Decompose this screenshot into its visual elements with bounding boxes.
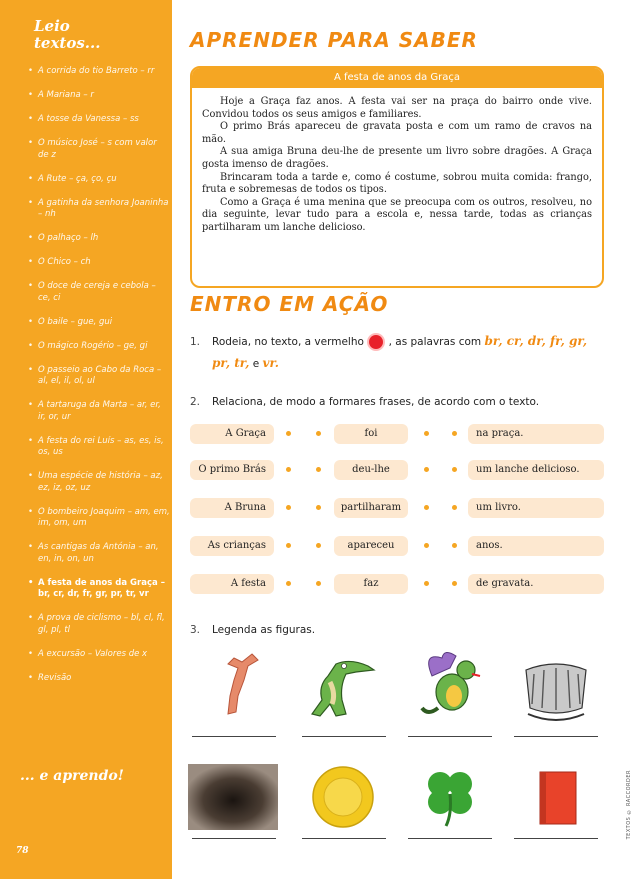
- sidebar-title: Leio textos...: [34, 17, 101, 52]
- branch-icon: [214, 650, 270, 720]
- dragon-icon: [414, 646, 486, 720]
- text-title: A festa de anos da Graça: [192, 68, 602, 88]
- match-verb: faz: [334, 574, 408, 594]
- crocodile-icon: [306, 656, 378, 724]
- match-dot[interactable]: [424, 581, 429, 586]
- sidebar-item[interactable]: • A tartaruga da Marta – ar, er, ir, or, ur: [28, 400, 170, 423]
- text-body: [192, 88, 602, 235]
- answer-line[interactable]: [514, 838, 598, 839]
- match-dot[interactable]: [286, 505, 291, 510]
- question-1-text-cont: pr, tr, e vr.: [212, 356, 279, 370]
- sidebar-item[interactable]: • A prova de ciclismo – bl, cl, fl, gl, pl, tl: [28, 613, 170, 636]
- paragraph: Brincaram toda a tarde e, como é costume, sobrou muita comida: frango, fruta e sobremesas de todos os tipos.: [202, 171, 592, 196]
- match-row: [190, 458, 604, 482]
- match-dot[interactable]: [286, 581, 291, 586]
- match-complement: de gravata.: [468, 574, 604, 594]
- sidebar-item[interactable]: • Uma espécie de história – az, ez, iz, oz, uz: [28, 471, 170, 494]
- sidebar-footer: ... e aprendo!: [20, 768, 124, 784]
- match-row: [190, 422, 604, 446]
- match-complement: anos.: [468, 536, 604, 556]
- question-3-text: Legenda as figuras.: [212, 624, 316, 636]
- match-complement: um livro.: [468, 498, 604, 518]
- sidebar-item-active[interactable]: • A festa de anos da Graça – br, cr, dr, fr, gr, pr, tr, vr: [28, 578, 170, 601]
- match-verb: deu-lhe: [334, 460, 408, 480]
- match-complement: um lanche delicioso.: [468, 460, 604, 480]
- match-subject: O primo Brás: [190, 460, 274, 480]
- match-dot[interactable]: [424, 505, 429, 510]
- sidebar-item[interactable]: • O doce de cereja e cebola – ce, ci: [28, 281, 170, 304]
- sidebar-item[interactable]: • A excursão – Valores de x: [28, 649, 170, 661]
- match-dot[interactable]: [452, 543, 457, 548]
- reading-text-box: [190, 66, 604, 288]
- match-dot[interactable]: [316, 431, 321, 436]
- clover-icon: [418, 764, 482, 830]
- answer-line[interactable]: [408, 736, 492, 737]
- sidebar-item[interactable]: • O palhaço – lh: [28, 233, 170, 245]
- match-dot[interactable]: [286, 543, 291, 548]
- match-dot[interactable]: [424, 431, 429, 436]
- sidebar-list: [28, 66, 170, 697]
- match-dot[interactable]: [452, 467, 457, 472]
- paragraph: Como a Graça é uma menina que se preocupa com os outros, resolveu, no dia seguinte, levar tudo para a escola e, nessa tarde, todas as crianças partilharam um lanche delicioso.: [202, 196, 592, 233]
- page-number: 78: [16, 846, 29, 856]
- book-icon: [534, 768, 582, 830]
- cave-icon: [188, 764, 278, 830]
- answer-line[interactable]: [514, 736, 598, 737]
- match-dot[interactable]: [452, 581, 457, 586]
- sidebar-item[interactable]: • A festa do rei Luís – as, es, is, os, us: [28, 436, 170, 459]
- match-dot[interactable]: [424, 467, 429, 472]
- answer-line[interactable]: [192, 838, 276, 839]
- answer-line[interactable]: [302, 838, 386, 839]
- sidebar-item[interactable]: • A Mariana – r: [28, 90, 170, 102]
- answer-line[interactable]: [302, 736, 386, 737]
- sidebar-item[interactable]: • A gatinha da senhora Joaninha – nh: [28, 198, 170, 221]
- answer-line[interactable]: [192, 736, 276, 737]
- cradle-icon: [518, 652, 594, 724]
- match-dot[interactable]: [316, 543, 321, 548]
- sidebar-item[interactable]: • O músico José – s com valor de z: [28, 138, 170, 161]
- edge-copyright: TEXTOS © RACCORDER: [626, 770, 632, 840]
- match-row: [190, 496, 604, 520]
- plate-icon: [310, 764, 376, 830]
- question-1-text: Rodeia, no texto, a vermelho , as palavras com br, cr, dr, fr, gr,: [212, 334, 588, 348]
- sidebar-item[interactable]: • O passeio ao Cabo da Roca – al, el, il, ol, ul: [28, 365, 170, 388]
- match-verb: foi: [334, 424, 408, 444]
- match-dot[interactable]: [424, 543, 429, 548]
- sidebar-item[interactable]: • A tosse da Vanessa – ss: [28, 114, 170, 126]
- match-row: [190, 534, 604, 558]
- match-dot[interactable]: [316, 581, 321, 586]
- match-subject: A festa: [190, 574, 274, 594]
- sidebar: [0, 0, 172, 879]
- question-number: 1.: [190, 336, 201, 348]
- sidebar-item[interactable]: • O mágico Rogério – ge, gi: [28, 341, 170, 353]
- question-number: 2.: [190, 396, 201, 408]
- match-verb: apareceu: [334, 536, 408, 556]
- paragraph: O primo Brás apareceu de gravata posta e com um ramo de cravos na mão.: [202, 121, 592, 145]
- match-dot[interactable]: [316, 467, 321, 472]
- sidebar-item[interactable]: • O baile – gue, gui: [28, 317, 170, 329]
- sidebar-item[interactable]: • A corrida do tio Barreto – rr: [28, 66, 170, 78]
- paragraph: A sua amiga Bruna deu-lhe de presente um livro sobre dragões. A Graça gosta imenso de dragões.: [202, 146, 592, 170]
- sidebar-item[interactable]: • O bombeiro Joaquim – am, em, im, om, um: [28, 507, 170, 530]
- question-number: 3.: [190, 624, 201, 636]
- match-complement: na praça.: [468, 424, 604, 444]
- match-row: [190, 572, 604, 596]
- sidebar-item[interactable]: • As cantigas da Antónia – an, en, in, on, un: [28, 542, 170, 565]
- sidebar-item[interactable]: • O Chico – ch: [28, 257, 170, 269]
- letter-groups: br, cr, dr, fr, gr,: [484, 334, 588, 348]
- section-title-aprender: APRENDER PARA SABER: [190, 28, 478, 52]
- red-splash-icon: [369, 335, 383, 349]
- match-verb: partilharam: [334, 498, 408, 518]
- match-dot[interactable]: [452, 505, 457, 510]
- sidebar-item[interactable]: • A Rute – ça, ço, çu: [28, 174, 170, 186]
- section-title-entro: ENTRO EM AÇÃO: [190, 292, 389, 316]
- match-subject: As crianças: [190, 536, 274, 556]
- match-subject: A Bruna: [190, 498, 274, 518]
- paragraph: Hoje a Graça faz anos. A festa vai ser na praça do bairro onde vive. Convidou todos os seus amigos e familiares.: [202, 96, 592, 120]
- match-dot[interactable]: [286, 431, 291, 436]
- match-subject: A Graça: [190, 424, 274, 444]
- match-dot[interactable]: [286, 467, 291, 472]
- question-2-text: Relaciona, de modo a formares frases, de acordo com o texto.: [212, 396, 540, 408]
- sidebar-item[interactable]: • Revisão: [28, 673, 170, 685]
- match-dot[interactable]: [452, 431, 457, 436]
- answer-line[interactable]: [408, 838, 492, 839]
- match-dot[interactable]: [316, 505, 321, 510]
